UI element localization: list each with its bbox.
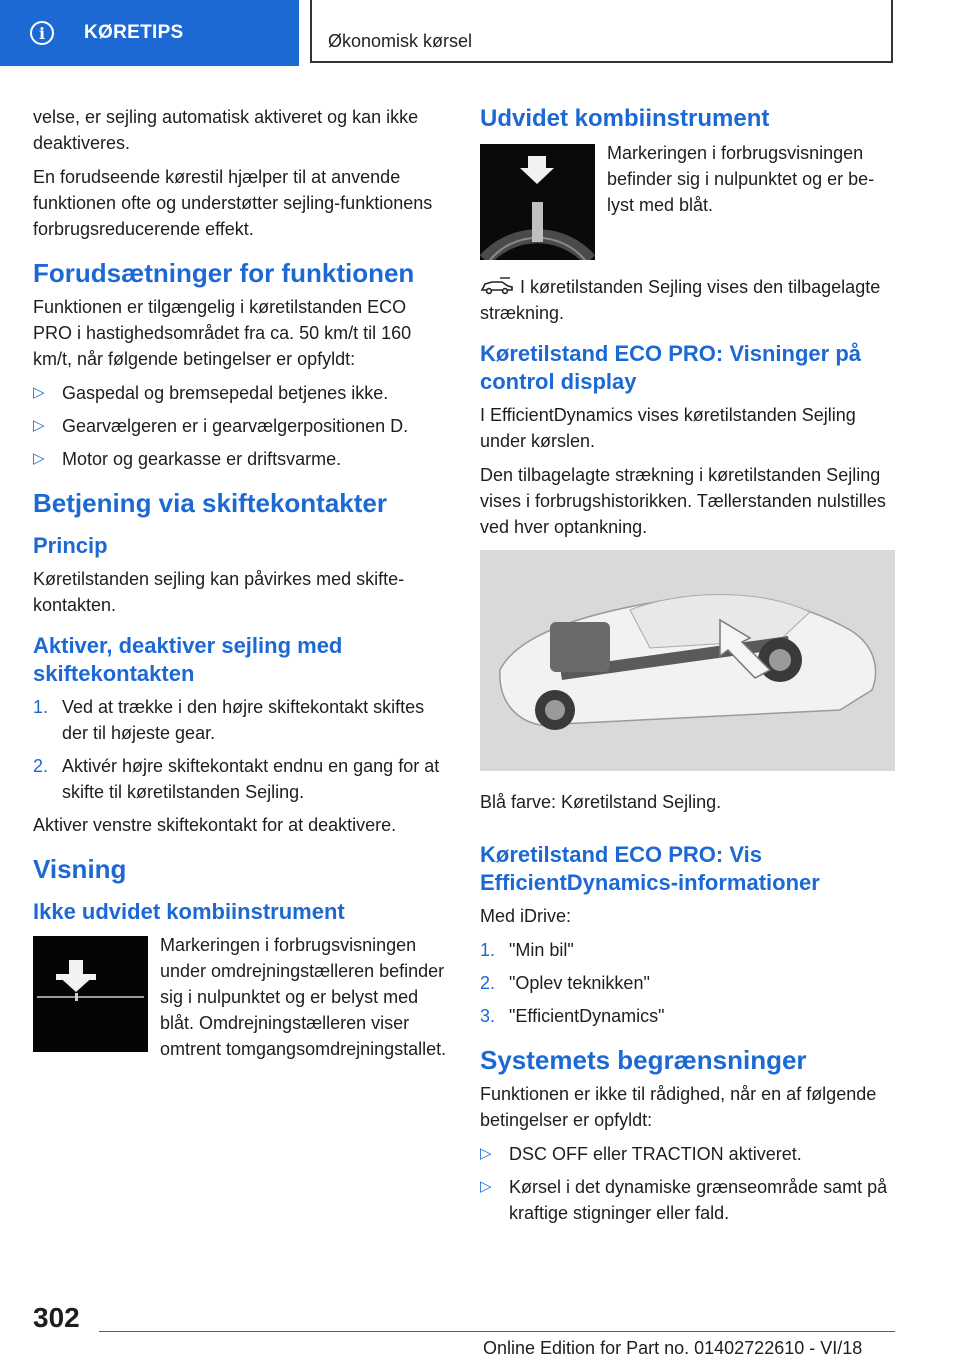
footer-divider bbox=[99, 1331, 895, 1332]
list-item bbox=[480, 1141, 895, 1167]
list-item-text: DSC OFF eller TRACTION aktiveret. bbox=[509, 1144, 802, 1164]
paragraph: Aktiver venstre skiftekontakt for at deaktivere. bbox=[33, 815, 397, 835]
list-item bbox=[33, 446, 448, 472]
list-item bbox=[33, 753, 448, 805]
list-item-text: Aktivér højre skiftekontakt endnu en gang for at skifte til køretilstanden Sejling. bbox=[62, 756, 440, 802]
paragraph: velse, er sejling automatisk aktiveret og kan ikke deaktiveres. bbox=[33, 107, 419, 153]
header-title-box bbox=[310, 0, 893, 63]
page-title: Økonomisk kørsel bbox=[328, 31, 473, 51]
list-item-text: "Min bil" bbox=[509, 940, 574, 960]
step-number: 3. bbox=[480, 1006, 496, 1026]
list-item bbox=[480, 970, 895, 996]
paragraph-text: I køretilstanden Sejling vises den tilbagelagte strækning. bbox=[480, 277, 881, 323]
heading-visning: Visning bbox=[33, 854, 127, 884]
coasting-car-icon bbox=[480, 277, 514, 295]
list-item-text: "EfficientDynamics" bbox=[509, 1006, 665, 1026]
idrive-steps-list bbox=[480, 937, 895, 1029]
heading-princip: Princip bbox=[33, 533, 108, 558]
list-item bbox=[480, 1174, 895, 1226]
list-item-text: "Oplev teknikken" bbox=[509, 973, 650, 993]
paragraph: Køretilstanden sejling kan påvirkes med skiftekontakten. bbox=[33, 569, 405, 615]
car-drivetrain-image bbox=[480, 550, 895, 771]
figure-caption: Blå farve: Køretilstand Sejling. bbox=[480, 792, 722, 812]
list-item bbox=[480, 937, 895, 963]
triangle-bullet-icon: ▷ bbox=[33, 450, 45, 467]
heading-begraensninger: Systemets begrænsninger bbox=[480, 1045, 807, 1075]
step-number: 2. bbox=[33, 756, 49, 776]
left-column bbox=[33, 104, 448, 1070]
heading-aktiver: Aktiver, deaktiver sejling med skiftekontakten bbox=[33, 633, 343, 686]
paragraph: Med iDrive: bbox=[480, 906, 572, 926]
header-section-tab[interactable] bbox=[0, 0, 299, 66]
header-section-label: KØRETIPS bbox=[84, 22, 184, 43]
heading-forudsaetninger: Forudsætninger for funktionen bbox=[33, 258, 415, 288]
right-column bbox=[480, 104, 895, 1233]
list-item-text: Kørsel i det dynamiske grænseområde samt på kraftige stigninger eller fald. bbox=[509, 1177, 888, 1223]
list-item-text: Gearvælgeren er i gearvælgerpositionen D. bbox=[62, 416, 409, 436]
triangle-bullet-icon: ▷ bbox=[33, 417, 45, 434]
info-icon: i bbox=[30, 21, 54, 45]
gauge-icon bbox=[480, 144, 595, 260]
list-item bbox=[33, 694, 448, 746]
paragraph: Markeringen i forbrugsvisningen under omdrejningstælleren befinder sig i nulpunktet og er belyst med blåt. Omdrejningstælleren viser omtrent tomgangsomdrejningstallet. bbox=[160, 935, 447, 1059]
step-number: 1. bbox=[480, 940, 496, 960]
instrument-display-image bbox=[33, 936, 148, 1052]
triangle-bullet-icon: ▷ bbox=[480, 1178, 492, 1195]
paragraph: Den tilbagelagte strækning i køretilstanden Sejling vises i forbrugshistorikken. Tællerstanden nulstilles ved hver optankning. bbox=[480, 465, 886, 537]
paragraph-with-icon bbox=[480, 274, 895, 326]
heading-eco-visninger: Køretilstand ECO PRO: Visninger på control display bbox=[480, 341, 861, 394]
list-item bbox=[480, 1003, 895, 1029]
conditions-list bbox=[33, 380, 448, 472]
paragraph: En forudseende kørestil hjælper til at anvende funktionen ofte og understøtter sejling-funktionens forbrugsreducerende effekt. bbox=[33, 167, 433, 239]
heading-eco-vis: Køretilstand ECO PRO: Vis EfficientDynamics-informationer bbox=[480, 842, 820, 895]
heading-udvidet: Udvidet kombiinstrument bbox=[480, 105, 770, 132]
extended-instrument-image bbox=[480, 144, 595, 260]
footer-edition: Online Edition for Part no. 01402722610 - VI/18 bbox=[483, 1338, 863, 1358]
list-item-text: Gaspedal og bremsepedal betjenes ikke. bbox=[62, 383, 389, 403]
list-item bbox=[33, 413, 448, 439]
limitations-list bbox=[480, 1141, 895, 1226]
paragraph: I EfficientDynamics vises køretilstanden Sejling under kørslen. bbox=[480, 405, 856, 451]
down-arrow-icon bbox=[33, 936, 148, 1052]
steps-list bbox=[33, 694, 448, 805]
heading-ikke-udvidet: Ikke udvidet kombiinstrument bbox=[33, 899, 345, 924]
paragraph: Funktionen er tilgængelig i køretilstanden ECO PRO i hastighedsområdet fra ca. 50 km/t til 160 km/t, når følgende betingelser er opfyldt: bbox=[33, 297, 412, 369]
paragraph: Funktionen er ikke til rådighed, når en af følgende betingelser er opfyldt: bbox=[480, 1084, 877, 1130]
list-item-text: Ved at trække i den højre skiftekontakt skiftes der til højeste gear. bbox=[62, 697, 425, 743]
triangle-bullet-icon: ▷ bbox=[480, 1145, 492, 1162]
list-item-text: Motor og gearkasse er driftsvarme. bbox=[62, 449, 342, 469]
triangle-bullet-icon: ▷ bbox=[33, 384, 45, 401]
car-illustration bbox=[480, 550, 895, 771]
page-number: 302 bbox=[33, 1302, 80, 1333]
heading-betjening: Betjening via skiftekontakter bbox=[33, 488, 387, 518]
step-number: 2. bbox=[480, 973, 496, 993]
list-item bbox=[33, 380, 448, 406]
step-number: 1. bbox=[33, 697, 49, 717]
paragraph: Markeringen i forbrugsvisningen befinder sig i nulpunktet og er belyst med blåt. bbox=[607, 143, 875, 215]
